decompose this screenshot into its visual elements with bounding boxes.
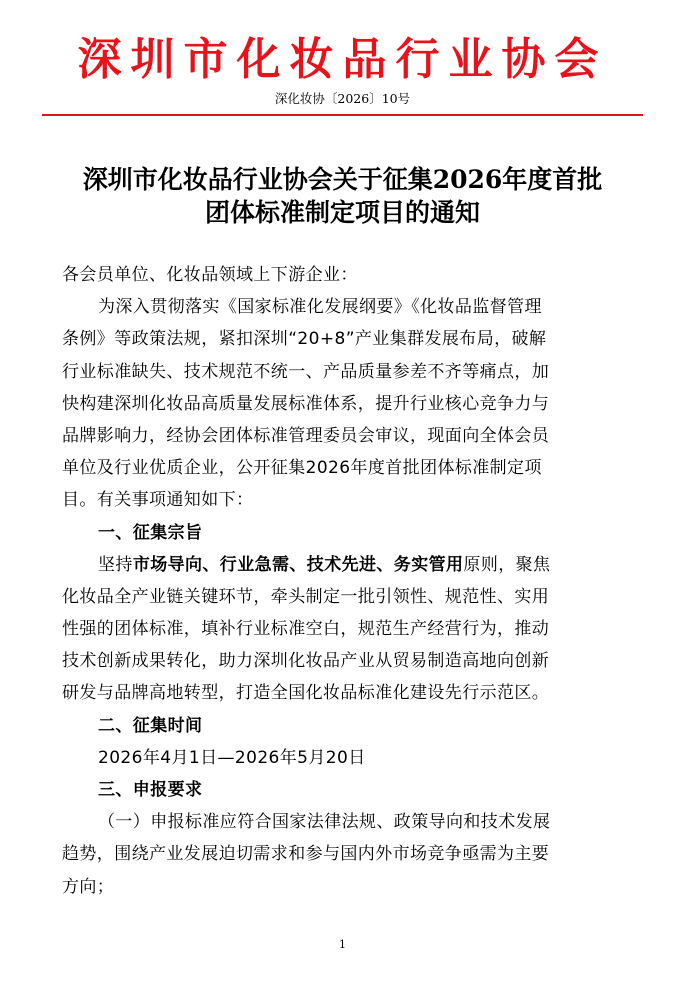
- red-divider-line: [42, 114, 643, 116]
- notice-body: [62, 259, 626, 903]
- intro-line-5: 品牌影响力，经协会团体标准管理委员会审议，现面向全体会员: [62, 425, 550, 446]
- document-number: 深化妆协〔2026〕10号: [274, 91, 411, 106]
- section-3-item-1-line-3: 方向；: [62, 876, 115, 897]
- intro-line-3: 行业标准缺失、技术规范不统一、产品质量参差不齐等痛点，加: [62, 361, 550, 382]
- section-1-heading: 一、征集宗旨: [98, 522, 203, 543]
- section-1-line-3: 性强的团体标准，填补行业标准空白，规范生产经营行为，推动: [62, 619, 550, 640]
- section-3-item-1-line-1: （一）申报标准应符合国家法律法规、政策导向和技术发展: [98, 812, 551, 833]
- intro-line-4: 快构建深圳化妆品高质量发展标准体系，提升行业核心竞争力与: [62, 393, 550, 414]
- section-3-item-1-line-2: 趋势，围绕产业发展迫切需求和参与国内外市场竞争亟需为主要: [62, 844, 550, 865]
- section-1-first-line: [62, 549, 626, 581]
- intro-line-1: 为深入贯彻落实《国家标准化发展纲要》《化妆品监督管理: [98, 297, 542, 318]
- section-1-line-4: 技术创新成果转化，助力深圳化妆品产业从贸易制造高地向创新: [62, 651, 550, 672]
- section-1-lead: 坚持: [98, 554, 133, 575]
- intro-line-2: 条例》等政策法规，紧扣深圳“20+8”产业集群发展布局，破解: [62, 329, 547, 350]
- intro-line-7: 目。有关事项通知如下：: [62, 490, 254, 511]
- section-2-heading: 二、征集时间: [98, 715, 203, 736]
- notice-title: [40, 163, 645, 229]
- section-1-emphasis: 市场导向、行业急需、技术先进、务实管用: [132, 554, 464, 575]
- organization-header: 深圳市化妆品行业协会: [77, 34, 608, 85]
- intro-line-6: 单位及行业优质企业，公开征集2026年度首批团体标准制定项: [62, 458, 542, 479]
- section-3-heading: 三、申报要求: [98, 780, 203, 800]
- section-1-line-5: 研发与品牌高地转型，打造全国化妆品标准化建设先行示范区。: [62, 683, 550, 704]
- section-1-line-2: 化妆品全产业链关键环节，牵头制定一批引领性、规范性、实用: [62, 586, 550, 607]
- page-number: 1: [339, 938, 346, 951]
- title-line-2: 团体标准制定项目的通知: [204, 198, 480, 227]
- section-2-dates: 2026年4月1日—2026年5月20日: [98, 747, 366, 768]
- section-1-after: 原则，聚焦: [463, 554, 551, 575]
- salutation: 各会员单位、化妆品领域上下游企业：: [62, 265, 358, 285]
- title-line-1: 深圳市化妆品行业协会关于征集2026年度首批: [82, 165, 603, 194]
